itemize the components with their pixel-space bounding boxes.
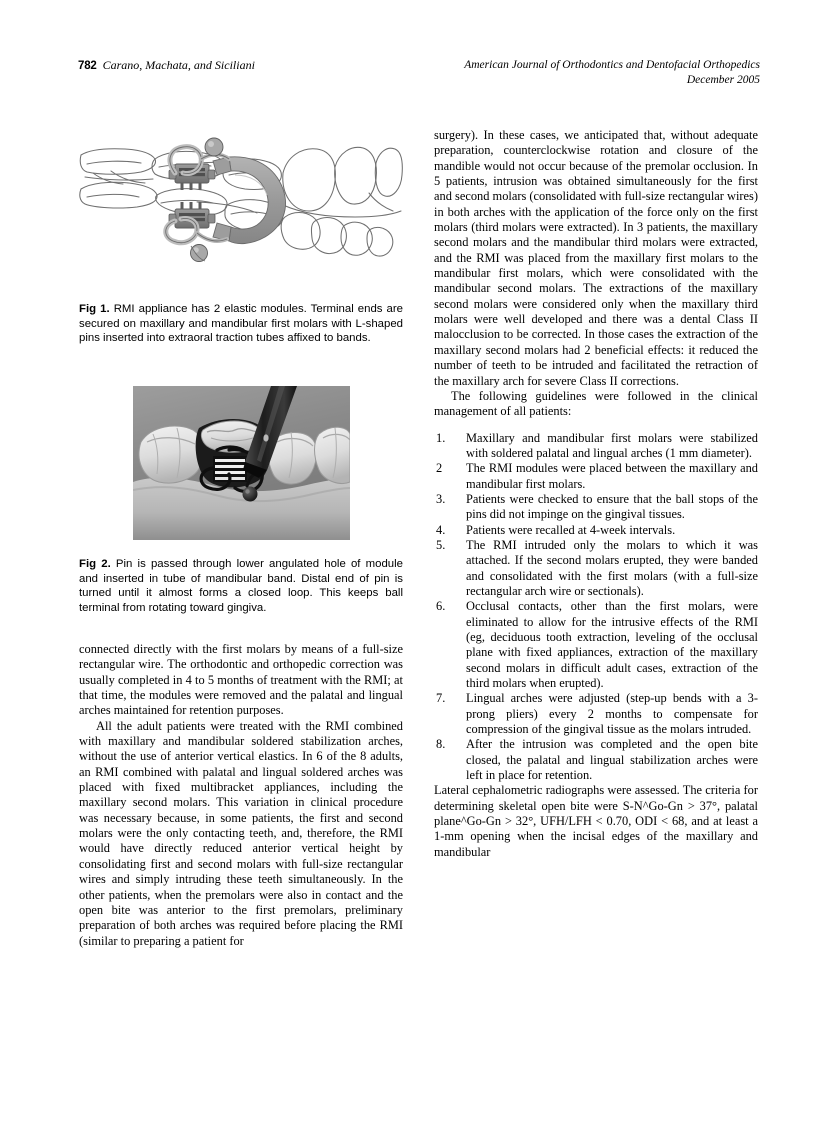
figure-1-label: Fig 1. bbox=[79, 303, 110, 315]
paragraph: connected directly with the first molars by means of a full-size rectangular wire. The orthodontic and orthopedic correction was usually completed in 4 to 5 months of treatment with the RMI; at that time, the modules were removed and the palatal and lingual arches maintained for retention purposes. bbox=[79, 642, 403, 718]
paragraph: All the adult patients were treated with the RMI combined with maxillary and mandibular soldered stabilization arches, without the use of anterior vertical elastics. In 6 of the 8 adults, an RMI combined with palatal and lingual soldered arches was placed with fixed multibracket appliances, including the maxillary second molars. This variation in clinical procedure was necessary because, in some patients, the first and second molars were the only contacting teeth, and, therefore, the RMI would have directly reduced anterior vertical height by consolidating first and second molars with full-size rectangular wires and simply intruding these teeth simultaneously. In the other patients, when the premolars were also in contact and the open bite was anterior to the first premolars, preliminary preparation of both arches was required before placing the RMI (similar to preparing a patient for bbox=[79, 718, 403, 948]
running-head-left bbox=[78, 58, 255, 73]
figure-1-illustration bbox=[79, 133, 403, 285]
paragraph: The following guidelines were followed in the clinical management of all patients: bbox=[434, 388, 758, 419]
list-item bbox=[434, 431, 758, 462]
list-item-number: 1. bbox=[436, 430, 446, 445]
list-item bbox=[434, 737, 758, 783]
list-item bbox=[434, 523, 758, 538]
list-item-number: 2 bbox=[436, 461, 443, 476]
figure-2-label: Fig 2. bbox=[79, 558, 111, 570]
running-head-right bbox=[464, 58, 760, 88]
list-item-text: Patients were checked to ensure that the ball stops of the pins did not impinge on the gingival tissues. bbox=[466, 491, 758, 522]
list-item-text: Lingual arches were adjusted (step-up bends with a 3-prong pliers) every 2 months to compensate for compression of the gingival tissue as the molars intruded. bbox=[466, 691, 758, 737]
list-item bbox=[434, 691, 758, 737]
running-head bbox=[78, 58, 760, 98]
list-item-text: The RMI modules were placed between the maxillary and mandibular first molars. bbox=[466, 461, 758, 491]
page-number: 782 bbox=[78, 60, 97, 72]
list-item-text: The RMI intruded only the molars to which it was attached. If the second molars erupted, they were banded and consolidated with the first molars (with a full-size rectangular arch wire or sectionals). bbox=[466, 537, 758, 598]
figure-2 bbox=[79, 386, 403, 615]
journal-title: American Journal of Orthodontics and Dentofacial Orthopedics bbox=[464, 59, 760, 71]
left-column-body bbox=[79, 642, 403, 949]
list-item-text: Patients were recalled at 4-week intervals. bbox=[466, 522, 676, 537]
list-item-text: Occlusal contacts, other than the first molars, were eliminated to allow for the intrusive effects of the RMI (eg, deciduous tooth extraction, leveling of the occlusal plane with fixed appliances, extraction of the maxillary second molars in difficult adult cases, extraction of the third molars when erupted). bbox=[466, 599, 758, 691]
figure-1 bbox=[79, 133, 403, 346]
list-item-text: Maxillary and mandibular first molars were stabilized with soldered palatal and lingual arches (1 mm diameter). bbox=[466, 430, 758, 460]
paragraph: Lateral cephalometric radiographs were assessed. The criteria for determining skeletal open bite were S-N^Go-Gn > 37°, palatal plane^Go-Gn > 32°, UFH/LFH < 0.70, ODI < 68, and at least a 1-mm opening when the incisal edges of the maxillary and mandibular bbox=[434, 783, 758, 859]
list-item-number: 4. bbox=[436, 522, 446, 537]
figure-2-caption-text: Pin is passed through lower angulated hole of module and inserted in tube of mandibular band. Distal end of pin is turned until it almost forms a closed loop. This keeps ball terminal from rotating toward gingiva. bbox=[79, 558, 403, 614]
list-item bbox=[434, 599, 758, 691]
guidelines-list bbox=[434, 431, 758, 784]
elastic-module-shape bbox=[213, 157, 286, 244]
author-list: Carano, Machata, and Siciliani bbox=[102, 58, 255, 72]
list-item-number: 8. bbox=[436, 737, 446, 752]
list-item-number: 3. bbox=[436, 491, 446, 506]
figure-1-caption bbox=[79, 302, 403, 346]
list-item-number: 6. bbox=[436, 599, 446, 614]
list-item-text: After the intrusion was completed and the open bite closed, the palatal and lingual stabilization arches were left in place for retention. bbox=[466, 737, 758, 783]
paragraph: surgery). In these cases, we anticipated that, without adequate preparation, counterclockwise rotation and closure of the mandible would not occur because of the premolar occlusion. In 5 patients, intrusion was obtained simultaneously for the first and second molars (consolidated with full-size rectangular wires) in both arches with the application of the force only on the first molars (third molars were extracted). In 3 patients, the maxillary second molars and the mandibular third molars were extracted, and the RMI was placed from the maxillary first molars to the mandibular first molars, which were consolidated with the mandibular second molars. The extractions of the maxillary second molars were considered only when the maxillary third molars were well developed and there was a dental Class II malocclusion to be corrected. In those cases the extraction of the maxillary second molars had 2 beneficial effects: it reduced the number of teeth to be intruded and facilitated the retraction of the maxillary arch for severe Class II corrections. bbox=[434, 128, 758, 388]
right-column-body bbox=[434, 128, 758, 860]
list-item-number: 7. bbox=[436, 691, 446, 706]
list-item-number: 5. bbox=[436, 537, 446, 552]
list-item bbox=[434, 492, 758, 523]
issue-date: December 2005 bbox=[686, 74, 760, 86]
list-item bbox=[434, 538, 758, 599]
list-item bbox=[434, 461, 758, 492]
figure-2-caption bbox=[79, 557, 403, 615]
figure-1-caption-text: RMI appliance has 2 elastic modules. Terminal ends are secured on maxillary and mandibular first molars with L-shaped pins inserted into extraoral traction tubes affixed to bands. bbox=[79, 303, 403, 345]
figure-2-photograph bbox=[133, 386, 350, 540]
